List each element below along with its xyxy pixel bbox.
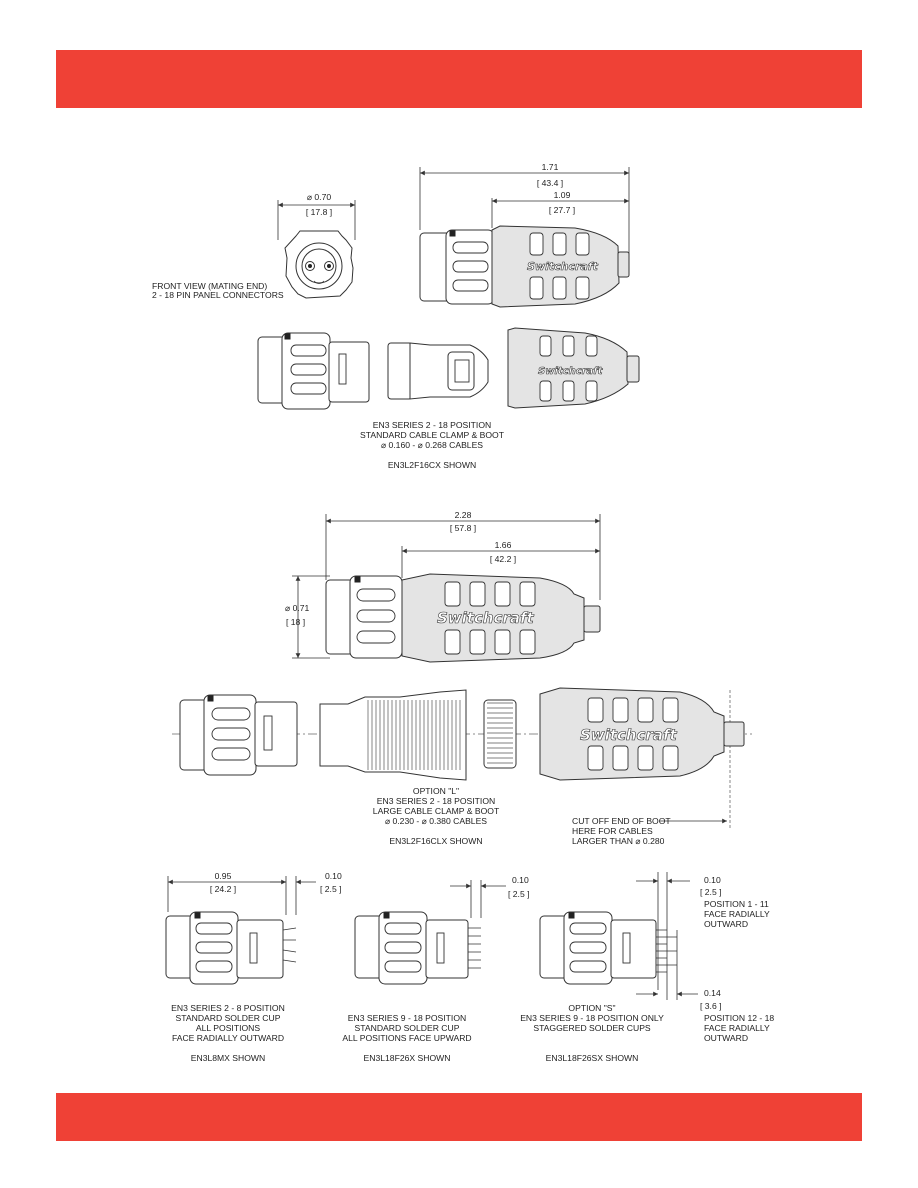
caption-4-line-1: EN3 SERIES 9 - 18 POSITION <box>347 1013 467 1023</box>
boot-length-label-2: 1.66 <box>494 540 512 550</box>
caption-3-line-3: ALL POSITIONS <box>195 1023 261 1033</box>
shown-label-4: EN3L18F26X SHOWN <box>363 1053 451 1063</box>
note-b-line-1: POSITION 12 - 18 <box>704 1013 775 1023</box>
cup-mm-label-4: [ 2.5 ] <box>508 889 530 899</box>
boot-length-mm-label-2: [ 42.2 ] <box>489 554 517 564</box>
cup-mm-label-3: [ 2.5 ] <box>320 884 342 894</box>
switchcraft-logo-3: Switchcraft <box>580 726 677 744</box>
cup-label-3: 0.10 <box>325 871 342 881</box>
cup-b-mm-label: [ 3.6 ] <box>700 1001 722 1011</box>
overall-length-mm-label-2: [ 57.8 ] <box>449 523 477 533</box>
caption-5-line-3: STAGGERED SOLDER CUPS <box>533 1023 651 1033</box>
front-dia-label: ⌀ 0.70 <box>306 192 332 202</box>
assembled-large-connector <box>326 574 600 662</box>
cup-label-4: 0.10 <box>512 875 529 885</box>
caption-4-line-3: ALL POSITIONS FACE UPWARD <box>342 1033 472 1043</box>
dia-label-2: ⌀ 0.71 <box>285 603 310 613</box>
shown-label-5: EN3L18F26SX SHOWN <box>545 1053 639 1063</box>
figure-3-solder-cup-2-8 <box>166 871 342 1063</box>
overall-length-label: 1.71 <box>541 162 559 172</box>
cup-a-mm-label: [ 2.5 ] <box>700 887 722 897</box>
shown-label: EN3L2F16CX SHOWN <box>387 460 477 470</box>
len-mm-label-3: [ 24.2 ] <box>209 884 237 894</box>
caption-line-1: EN3 SERIES 2 - 18 POSITION <box>372 420 492 430</box>
figure-1-standard-clamp <box>152 162 639 470</box>
switchcraft-logo-exploded: Switchcraft <box>538 366 603 377</box>
front-caption-line-2: 2 - 18 PIN PANEL CONNECTORS <box>152 290 284 300</box>
front-view-connector <box>285 231 353 298</box>
solder-cup-connector-9-18 <box>355 912 481 984</box>
front-caption-line-1: FRONT VIEW (MATING END) <box>152 281 268 291</box>
note-a-line-1: POSITION 1 - 11 <box>704 899 769 909</box>
shown-label-2: EN3L2F16CLX SHOWN <box>389 836 483 846</box>
caption-3-line-1: EN3 SERIES 2 - 8 POSITION <box>171 1003 285 1013</box>
len-label-3: 0.95 <box>214 871 232 881</box>
cutoff-line-3: LARGER THAN ⌀ 0.280 <box>572 836 665 846</box>
figure-2-large-clamp <box>172 510 752 846</box>
cup-b-label: 0.14 <box>704 988 721 998</box>
figure-5-staggered-cups <box>520 872 774 1063</box>
shown-label-3: EN3L8MX SHOWN <box>190 1053 266 1063</box>
cup-a-label: 0.10 <box>704 875 721 885</box>
exploded-view-standard <box>258 328 639 409</box>
assembled-connector-side-view <box>420 226 629 307</box>
note-a-line-3: OUTWARD <box>704 919 749 929</box>
diameter-dimension-2 <box>285 576 330 658</box>
cutoff-line-2: HERE FOR CABLES <box>572 826 653 836</box>
boot-length-dimension-2 <box>402 540 600 578</box>
caption-line-3: ⌀ 0.160 - ⌀ 0.268 CABLES <box>380 440 484 450</box>
caption-4-line-2: STANDARD SOLDER CUP <box>354 1023 460 1033</box>
option-l-line-1: OPTION "L" <box>412 786 460 796</box>
note-a-line-2: FACE RADIALLY <box>704 909 770 919</box>
overall-length-mm-label: [ 43.4 ] <box>536 178 564 188</box>
cutoff-line-1: CUT OFF END OF BOOT <box>572 816 671 826</box>
switchcraft-logo-2: Switchcraft <box>437 609 534 627</box>
boot-length-mm-label: [ 27.7 ] <box>548 205 576 215</box>
figure-4-solder-cup-9-18 <box>342 875 529 1063</box>
boot-length-dimension <box>492 190 629 228</box>
solder-cup-connector-2-8 <box>166 912 296 984</box>
dia-mm-label-2: [ 18 ] <box>286 617 306 627</box>
caption-line-2: STANDARD CABLE CLAMP & BOOT <box>360 430 504 440</box>
note-b-line-3: OUTWARD <box>704 1033 749 1043</box>
option-l-line-4: ⌀ 0.230 - ⌀ 0.380 CABLES <box>384 816 488 826</box>
front-dia-mm-label: [ 17.8 ] <box>305 207 333 217</box>
overall-length-label-2: 2.28 <box>454 510 472 520</box>
caption-3-line-4: FACE RADIALLY OUTWARD <box>171 1033 285 1043</box>
switchcraft-logo: Switchcraft <box>527 260 598 273</box>
note-b-line-2: FACE RADIALLY <box>704 1023 770 1033</box>
exploded-view-large <box>180 688 744 780</box>
caption-3-line-2: STANDARD SOLDER CUP <box>175 1013 281 1023</box>
caption-5-line-2: EN3 SERIES 9 - 18 POSITION ONLY <box>520 1013 664 1023</box>
option-l-line-3: LARGE CABLE CLAMP & BOOT <box>372 806 500 816</box>
staggered-cup-connector <box>540 912 677 984</box>
caption-5-line-1: OPTION "S" <box>568 1003 616 1013</box>
boot-length-label: 1.09 <box>553 190 571 200</box>
option-l-line-2: EN3 SERIES 2 - 18 POSITION <box>376 796 496 806</box>
